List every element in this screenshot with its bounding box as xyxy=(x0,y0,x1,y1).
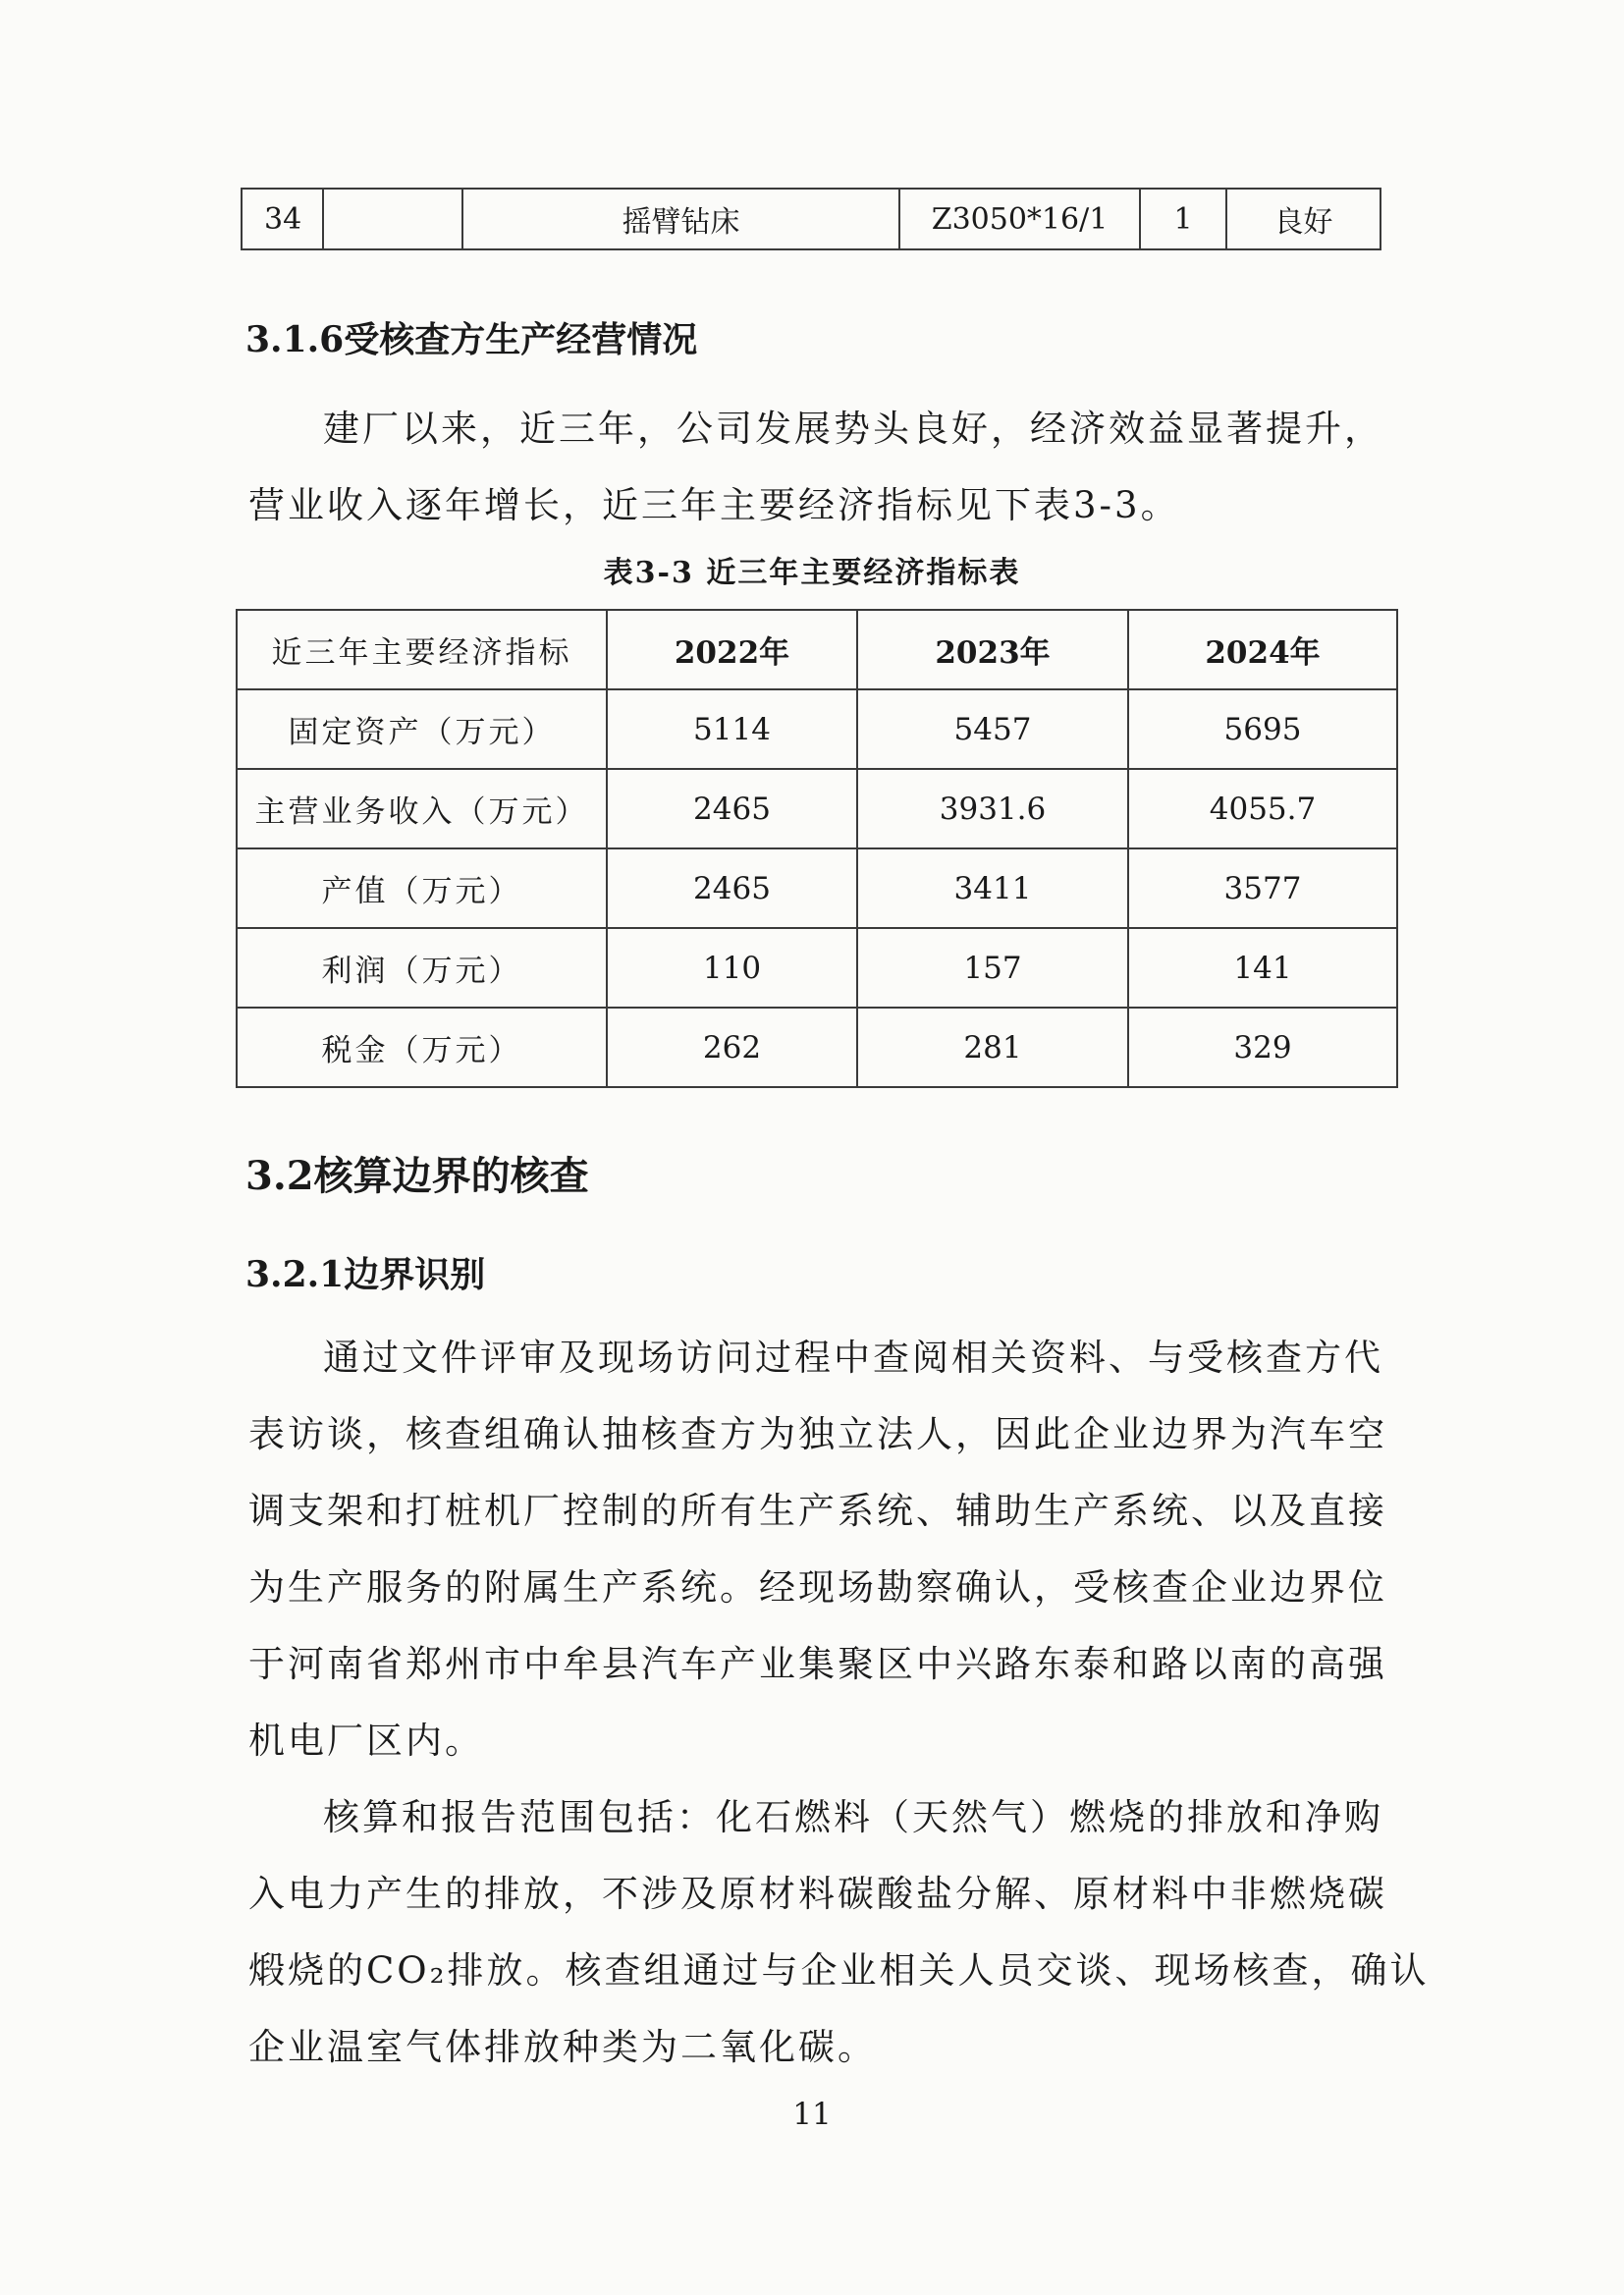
table-cell: 3577 xyxy=(1128,848,1397,928)
equipment-no: 34 xyxy=(242,189,323,249)
row-label: 利润（万元） xyxy=(237,928,607,1008)
paragraph-line: 营业收入逐年增长，近三年主要经济指标见下表3-3。 xyxy=(248,484,1180,526)
table-cell: 5695 xyxy=(1128,689,1397,769)
column-header: 2022年 xyxy=(607,610,857,689)
equipment-qty: 1 xyxy=(1140,189,1226,249)
table-cell: 141 xyxy=(1128,928,1397,1008)
equipment-name: 摇臂钻床 xyxy=(462,189,899,249)
paragraph-line: 入电力产生的排放，不涉及原材料碳酸盐分解、原材料中非燃烧碳 xyxy=(248,1873,1387,1915)
table-cell: 329 xyxy=(1128,1008,1397,1087)
equipment-table xyxy=(241,188,1381,250)
section-316-paragraph xyxy=(248,391,1382,544)
page-number: 11 xyxy=(792,2097,832,2132)
table-cell: 110 xyxy=(607,928,857,1008)
table-header-row xyxy=(237,610,1397,689)
section-321-paragraph-1 xyxy=(248,1320,1387,1779)
section-321-paragraph-2 xyxy=(248,1779,1430,2086)
table-caption: 表3-3 近三年主要经济指标表 xyxy=(603,556,1021,590)
row-label: 税金（万元） xyxy=(237,1008,607,1087)
equipment-status: 良好 xyxy=(1226,189,1380,249)
paragraph-line: 为生产服务的附属生产系统。经现场勘察确认，受核查企业边界位 xyxy=(248,1566,1387,1609)
row-label: 产值（万元） xyxy=(237,848,607,928)
section-316-title: 3.1.6受核查方生产经营情况 xyxy=(245,319,698,360)
column-header: 2023年 xyxy=(857,610,1128,689)
table-cell: 4055.7 xyxy=(1128,769,1397,848)
table-cell: 2465 xyxy=(607,769,857,848)
column-header: 近三年主要经济指标 xyxy=(237,610,607,689)
table-row xyxy=(237,1008,1397,1087)
paragraph-line: 机电厂区内。 xyxy=(248,1720,484,1762)
column-header: 2024年 xyxy=(1128,610,1397,689)
table-cell: 157 xyxy=(857,928,1128,1008)
equipment-empty-cell xyxy=(323,189,462,249)
paragraph-line: 企业温室气体排放种类为二氧化碳。 xyxy=(248,2026,877,2068)
table-cell: 262 xyxy=(607,1008,857,1087)
table-row xyxy=(237,848,1397,928)
table-cell: 5457 xyxy=(857,689,1128,769)
table-cell: 2465 xyxy=(607,848,857,928)
row-label: 主营业务收入（万元） xyxy=(237,769,607,848)
paragraph-line: 表访谈，核查组确认抽核查方为独立法人，因此企业边界为汽车空 xyxy=(248,1413,1387,1455)
paragraph-line: 于河南省郑州市中牟县汽车产业集聚区中兴路东泰和路以南的高强 xyxy=(248,1643,1387,1685)
equipment-model: Z3050*16/1 xyxy=(899,189,1140,249)
paragraph-line: 核算和报告范围包括：化石燃料（天然气）燃烧的排放和净购 xyxy=(323,1796,1383,1838)
table-row xyxy=(237,928,1397,1008)
table-cell: 281 xyxy=(857,1008,1128,1087)
economic-indicators-table xyxy=(236,609,1398,1088)
section-32-title: 3.2核算边界的核查 xyxy=(245,1153,589,1199)
paragraph-line: 建厂以来，近三年，公司发展势头良好，经济效益显著提升， xyxy=(323,408,1383,450)
table-cell: 5114 xyxy=(607,689,857,769)
row-label: 固定资产（万元） xyxy=(237,689,607,769)
section-321-title: 3.2.1边界识别 xyxy=(245,1254,486,1295)
table-cell: 3411 xyxy=(857,848,1128,928)
paragraph-line: 调支架和打桩机厂控制的所有生产系统、辅助生产系统、以及直接 xyxy=(248,1490,1387,1532)
paragraph-line: 煅烧的CO₂排放。核查组通过与企业相关人员交谈、现场核查，确认 xyxy=(248,1949,1430,1992)
table-cell: 3931.6 xyxy=(857,769,1128,848)
table-row xyxy=(237,689,1397,769)
table-row xyxy=(242,189,1380,249)
paragraph-line: 通过文件评审及现场访问过程中查阅相关资料、与受核查方代 xyxy=(323,1337,1383,1379)
table-row xyxy=(237,769,1397,848)
